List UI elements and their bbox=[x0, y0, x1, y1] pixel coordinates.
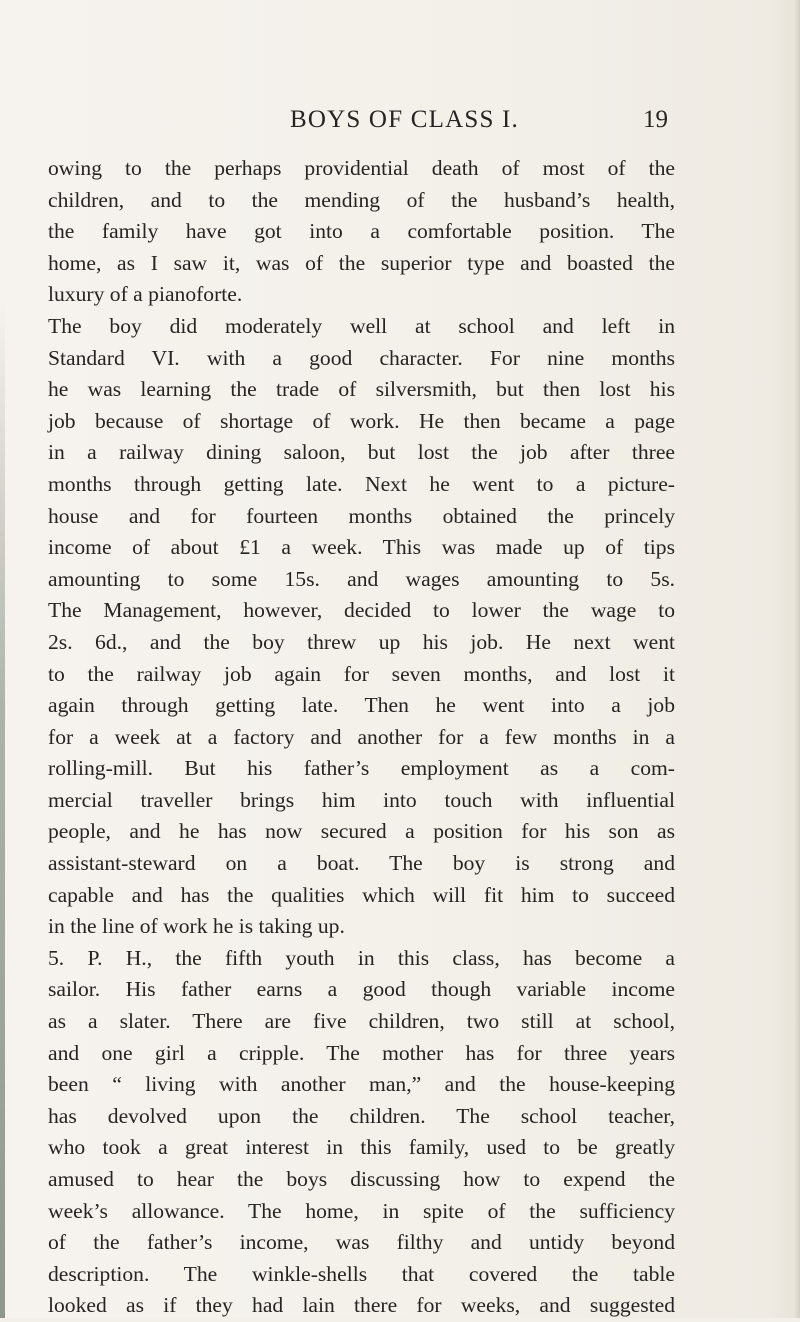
page-gutter-shadow bbox=[0, 300, 5, 1318]
text-line: he was learning the trade of silversmith, but then lost his bbox=[48, 377, 675, 402]
text-line: months through getting late. Next he went to a picture- bbox=[48, 471, 675, 496]
text-line: 5. P. H., the fifth youth in this class, has become a bbox=[48, 945, 675, 970]
text-line: children, and to the mending of the husband’s health, bbox=[48, 187, 675, 212]
page-edge-shadow bbox=[794, 0, 800, 1318]
text-line: been “ living with another man,” and the house-keeping bbox=[48, 1072, 675, 1097]
text-line: assistant-steward on a boat. The boy is strong and bbox=[48, 851, 675, 876]
text-line: The Management, however, decided to lower the wage to bbox=[48, 598, 675, 623]
text-line: of the father’s income, was filthy and untidy beyond bbox=[48, 1230, 675, 1255]
text-line: has devolved upon the children. The school teacher, bbox=[48, 1103, 675, 1128]
page-number: 19 bbox=[643, 106, 668, 133]
text-line: rolling-mill. But his father’s employment as a com- bbox=[48, 756, 675, 781]
text-line: in the line of work he is taking up. bbox=[48, 914, 345, 939]
text-line: the family have got into a comfortable position. The bbox=[48, 219, 675, 244]
text-line: The boy did moderately well at school and left in bbox=[48, 313, 675, 338]
text-line: amounting to some 15s. and wages amounting to 5s. bbox=[48, 566, 675, 591]
text-line: for a week at a factory and another for a few months in a bbox=[48, 724, 675, 749]
text-line: 2s. 6d., and the boy threw up his job. He next went bbox=[48, 629, 675, 654]
running-title: BOYS OF CLASS I. bbox=[290, 106, 519, 133]
text-line: to the railway job again for seven months, and lost it bbox=[48, 661, 675, 686]
page-header bbox=[0, 100, 800, 140]
text-line: home, as I saw it, was of the superior type and boasted the bbox=[48, 250, 675, 275]
text-line: capable and has the qualities which will fit him to succeed bbox=[48, 882, 675, 907]
text-line: again through getting late. Then he went into a job bbox=[48, 693, 675, 718]
body-text bbox=[48, 153, 675, 1322]
text-line: job because of shortage of work. He then became a page bbox=[48, 408, 675, 433]
text-line: owing to the perhaps providential death of most of the bbox=[48, 156, 675, 180]
text-line: who took a great interest in this family, used to be greatly bbox=[48, 1135, 675, 1160]
text-line: in a railway dining saloon, but lost the job after three bbox=[48, 440, 675, 465]
text-line: sailor. His father earns a good though variable income bbox=[48, 977, 675, 1002]
text-line: house and for fourteen months obtained the princely bbox=[48, 503, 675, 528]
text-line: week’s allowance. The home, in spite of the sufficiency bbox=[48, 1198, 675, 1223]
text-line: description. The winkle-shells that covered the table bbox=[48, 1261, 675, 1286]
text-line: Standard VI. with a good character. For nine months bbox=[48, 345, 675, 370]
text-line: as a slater. There are five children, two still at school, bbox=[48, 1009, 675, 1034]
text-line: looked as if they had lain there for weeks, and suggested bbox=[48, 1293, 675, 1318]
text-line: mercial traveller brings him into touch with influential bbox=[48, 787, 675, 812]
text-line: people, and he has now secured a position for his son as bbox=[48, 819, 675, 844]
text-line: income of about £1 a week. This was made up of tips bbox=[48, 535, 675, 560]
text-line: amused to hear the boys discussing how to expend the bbox=[48, 1167, 675, 1191]
text-line: and one girl a cripple. The mother has for three years bbox=[48, 1040, 675, 1065]
text-line: luxury of a pianoforte. bbox=[48, 282, 243, 307]
